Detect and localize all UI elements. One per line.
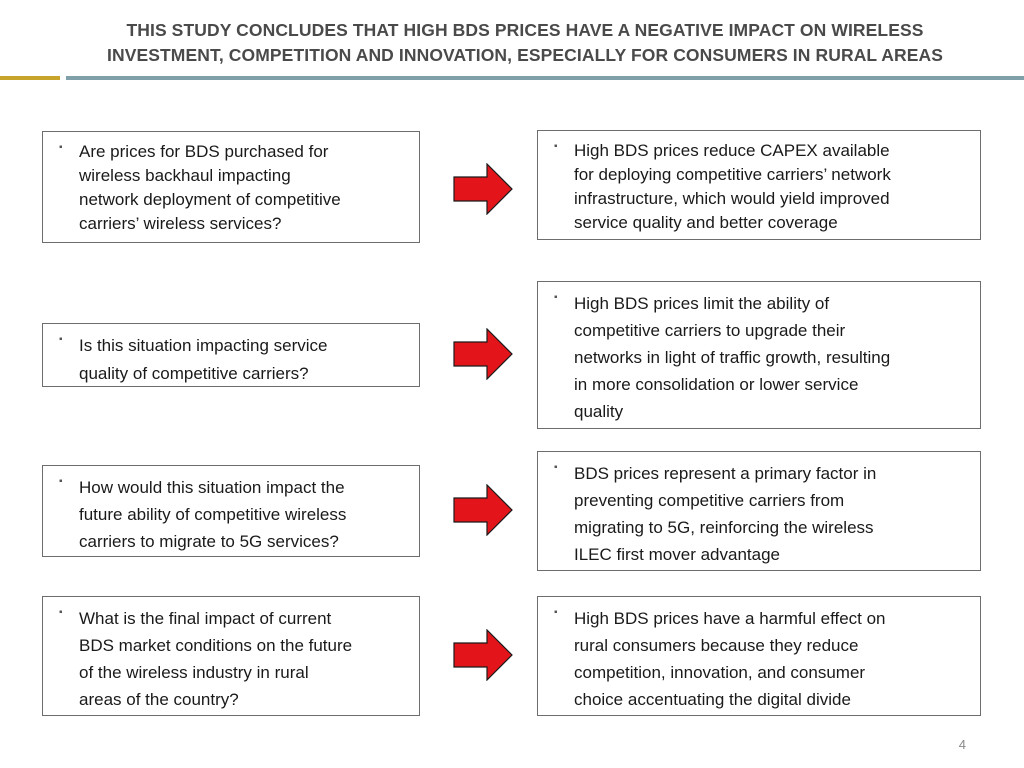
page-number: 4 — [958, 737, 966, 752]
slide-title-line-1: THIS STUDY CONCLUDES THAT HIGH BDS PRICES HAVE A NEGATIVE IMPACT ON WIRELESS — [126, 20, 924, 40]
question-text — [79, 605, 352, 713]
title-rule-blue — [66, 76, 1024, 80]
answer-box-1 — [537, 130, 981, 240]
question-text — [79, 474, 346, 555]
bullet-icon: ▪ — [59, 476, 63, 487]
answer-text — [574, 290, 890, 425]
question-line: of the wireless industry in rural — [79, 663, 309, 682]
bullet-icon: ▪ — [554, 462, 558, 473]
answer-line: competition, innovation, and consumer — [574, 663, 866, 682]
answer-text — [574, 605, 886, 713]
answer-text — [574, 460, 876, 568]
question-line: carriers’ wireless services? — [79, 214, 282, 233]
bullet-icon: ▪ — [554, 292, 558, 303]
slide-title — [60, 18, 990, 68]
bullet-icon: ▪ — [59, 607, 63, 618]
title-rule-gold — [0, 76, 60, 80]
question-line: What is the final impact of current — [79, 609, 332, 628]
bullet-icon: ▪ — [554, 141, 558, 152]
question-text — [79, 140, 341, 236]
question-line: wireless backhaul impacting — [79, 166, 291, 185]
right-arrow-icon — [453, 629, 513, 681]
answer-text — [574, 139, 891, 235]
question-box-4 — [42, 596, 420, 716]
answer-line: High BDS prices limit the ability of — [574, 294, 830, 313]
bullet-icon: ▪ — [59, 334, 63, 345]
question-box-2 — [42, 323, 420, 387]
bullet-icon: ▪ — [554, 607, 558, 618]
answer-box-3 — [537, 451, 981, 571]
answer-line: migrating to 5G, reinforcing the wireless — [574, 518, 874, 537]
right-arrow-icon — [453, 328, 513, 380]
right-arrow-icon — [453, 484, 513, 536]
answer-line: networks in light of traffic growth, resulting — [574, 348, 891, 367]
answer-line: High BDS prices have a harmful effect on — [574, 609, 886, 628]
question-text — [79, 332, 328, 388]
answer-line: competitive carriers to upgrade their — [574, 321, 846, 340]
right-arrow-icon — [453, 163, 513, 215]
answer-line: infrastructure, which would yield improved — [574, 189, 890, 208]
slide-title-line-2: INVESTMENT, COMPETITION AND INNOVATION, ESPECIALLY FOR CONSUMERS IN RURAL AREAS — [107, 45, 943, 65]
question-line: How would this situation impact the — [79, 478, 345, 497]
answer-line: choice accentuating the digital divide — [574, 690, 851, 709]
question-line: areas of the country? — [79, 690, 239, 709]
answer-line: rural consumers because they reduce — [574, 636, 859, 655]
answer-line: quality — [574, 402, 624, 421]
answer-box-4 — [537, 596, 981, 716]
answer-line: BDS prices represent a primary factor in — [574, 464, 877, 483]
question-line: quality of competitive carriers? — [79, 364, 309, 383]
question-line: Are prices for BDS purchased for — [79, 142, 329, 161]
answer-box-2 — [537, 281, 981, 429]
bullet-icon: ▪ — [59, 142, 63, 153]
answer-line: for deploying competitive carriers’ network — [574, 165, 891, 184]
question-box-1 — [42, 131, 420, 243]
answer-line: service quality and better coverage — [574, 213, 838, 232]
answer-line: High BDS prices reduce CAPEX available — [574, 141, 890, 160]
question-line: Is this situation impacting service — [79, 336, 328, 355]
question-line: carriers to migrate to 5G services? — [79, 532, 339, 551]
answer-line: ILEC first mover advantage — [574, 545, 780, 564]
question-line: network deployment of competitive — [79, 190, 341, 209]
question-box-3 — [42, 465, 420, 557]
answer-line: in more consolidation or lower service — [574, 375, 859, 394]
answer-line: preventing competitive carriers from — [574, 491, 845, 510]
question-line: future ability of competitive wireless — [79, 505, 347, 524]
question-line: BDS market conditions on the future — [79, 636, 353, 655]
